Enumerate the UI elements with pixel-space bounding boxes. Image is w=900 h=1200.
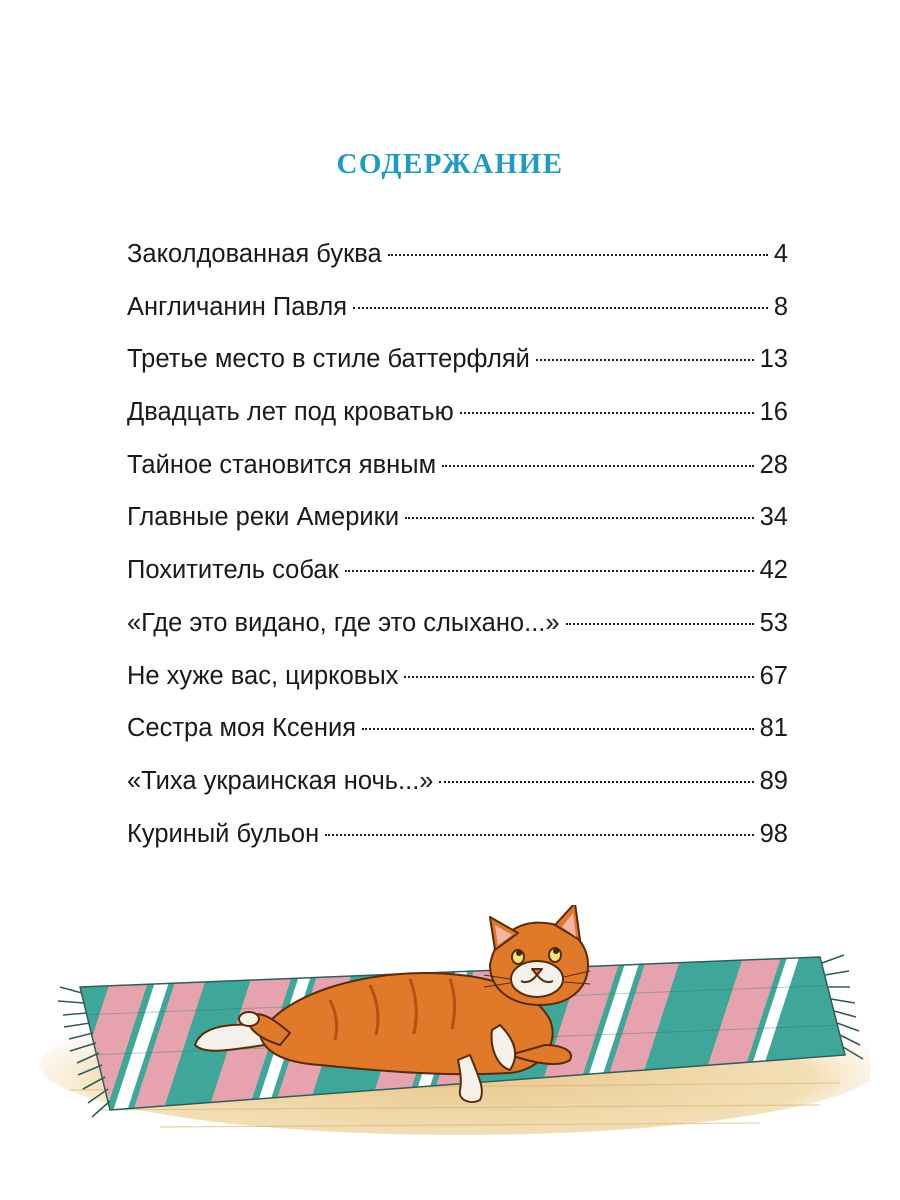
table-of-contents [127, 228, 788, 860]
toc-leader-dots [345, 570, 754, 572]
toc-entry[interactable] [127, 650, 788, 703]
toc-entry-title: Не хуже вас, цирковых [127, 661, 399, 690]
toc-leader-dots [362, 728, 754, 730]
toc-entry-title: «Где это видано, где это слыхано...» [127, 608, 560, 637]
toc-entry[interactable] [127, 281, 788, 334]
toc-entry-page: 98 [759, 819, 788, 848]
page-title: СОДЕРЖАНИЕ [336, 148, 564, 180]
toc-entry[interactable] [127, 755, 788, 808]
toc-entry-title: Заколдованная буква [127, 240, 382, 268]
toc-leader-dots [405, 517, 754, 519]
toc-leader-dots [566, 623, 754, 625]
toc-entry[interactable] [127, 228, 788, 281]
toc-entry-page: 28 [759, 450, 788, 479]
toc-entry[interactable] [127, 333, 788, 386]
toc-entry-page: 53 [759, 608, 788, 637]
toc-entry-page: 42 [759, 556, 788, 585]
toc-entry[interactable] [127, 597, 788, 650]
toc-entry[interactable] [127, 439, 788, 492]
toc-entry-title: Тайное становится явным [127, 450, 437, 479]
toc-entry-page: 34 [759, 503, 788, 532]
toc-leader-dots [460, 412, 754, 414]
toc-leader-dots [325, 834, 753, 836]
toc-entry-page: 67 [759, 661, 788, 690]
toc-leader-dots [536, 359, 754, 361]
toc-entry[interactable] [127, 702, 788, 755]
toc-entry-title: Похититель собак [127, 556, 339, 585]
toc-entry-page: 16 [759, 398, 788, 427]
cat-on-rug-illustration [40, 905, 870, 1135]
toc-entry[interactable] [127, 544, 788, 597]
toc-entry-title: Двадцать лет под кроватью [127, 398, 454, 427]
toc-entry[interactable] [127, 808, 788, 861]
toc-entry-title: Главные реки Америки [127, 503, 400, 532]
toc-entry-title: Англичанин Павля [127, 292, 348, 321]
toc-leader-dots [439, 781, 753, 783]
toc-entry-title: Куриный бульон [127, 819, 320, 848]
toc-entry-page: 4 [773, 240, 788, 268]
toc-leader-dots [353, 307, 768, 309]
toc-entry[interactable] [127, 386, 788, 439]
toc-entry-page: 81 [759, 714, 788, 743]
toc-leader-dots [442, 465, 754, 467]
toc-entry-page: 89 [759, 766, 788, 795]
toc-leader-dots [404, 676, 753, 678]
toc-entry-page: 8 [773, 292, 788, 321]
toc-entry-title: «Тиха украинская ночь...» [127, 766, 434, 795]
toc-entry-title: Сестра моя Ксения [127, 714, 357, 743]
toc-entry[interactable] [127, 491, 788, 544]
toc-entry-title: Третье место в стиле баттерфляй [127, 345, 530, 374]
toc-leader-dots [388, 254, 768, 256]
toc-entry-page: 13 [759, 345, 788, 374]
